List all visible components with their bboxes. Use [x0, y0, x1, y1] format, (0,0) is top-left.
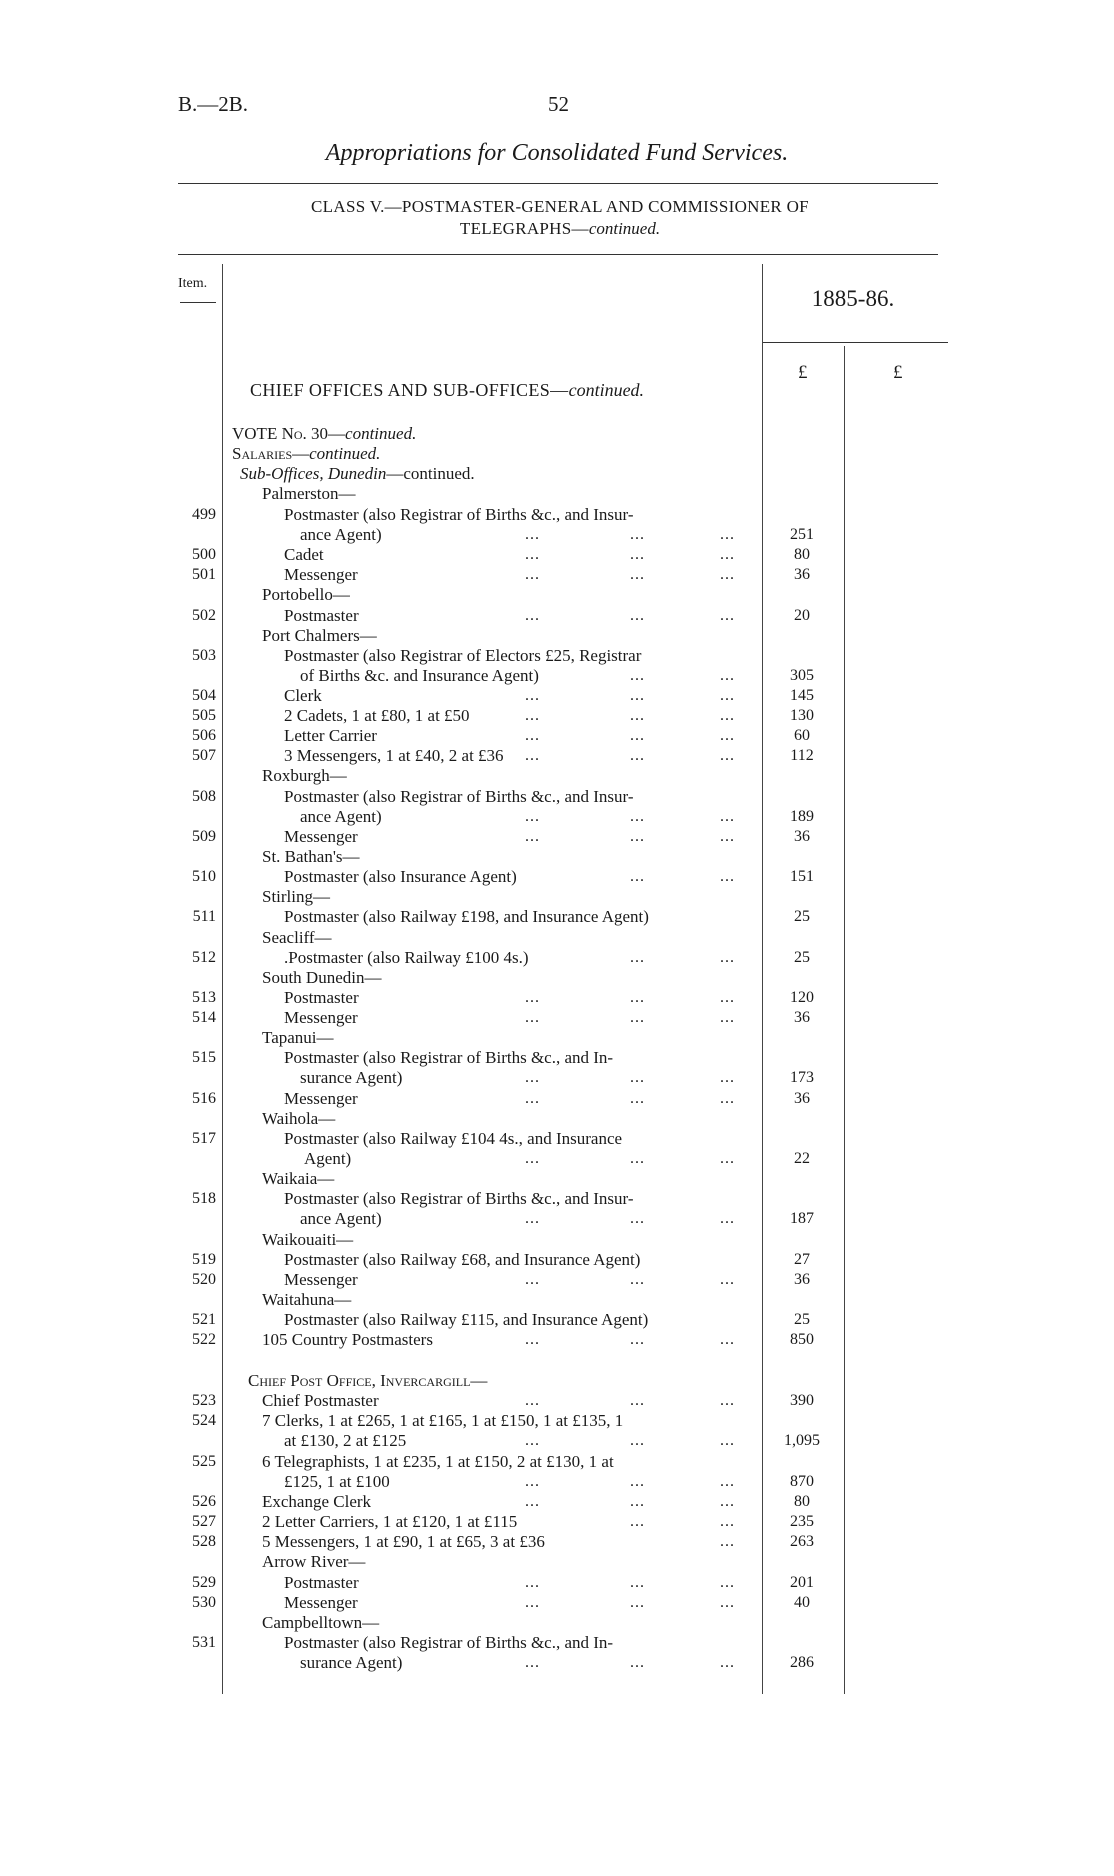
item-amount: 120 [790, 989, 814, 1006]
item-description: Postmaster (also Insurance Agent) [284, 867, 517, 886]
leader-dots: ... [720, 566, 735, 583]
leader-dots: ... [525, 1654, 540, 1671]
item-description: Postmaster (also Railway £68, and Insurance Agent) [284, 1250, 641, 1269]
item-amount: 390 [790, 1392, 814, 1409]
leader-dots: ... [630, 687, 645, 704]
item-amount: 20 [794, 607, 810, 624]
item-number: 531 [192, 1634, 216, 1651]
leader-dots: ... [720, 1513, 735, 1530]
item-amount: 1,095 [784, 1432, 820, 1449]
item-number: 523 [192, 1392, 216, 1409]
item-number: 509 [192, 828, 216, 845]
item-number: 517 [192, 1130, 216, 1147]
year-header-rule [762, 342, 948, 343]
leader-dots: ... [720, 1009, 735, 1026]
item-column-divider [222, 264, 223, 1694]
leader-dots: ... [720, 1392, 735, 1409]
item-description: ance Agent) [300, 807, 382, 826]
leader-dots: ... [525, 1331, 540, 1348]
item-number: 516 [192, 1090, 216, 1107]
item-number: 527 [192, 1513, 216, 1530]
item-number: 512 [192, 949, 216, 966]
leader-dots: ... [630, 1654, 645, 1671]
leader-dots: ... [630, 1009, 645, 1026]
header-rule [178, 183, 938, 184]
item-description: Campbelltown— [262, 1613, 380, 1632]
leader-dots: ... [630, 1432, 645, 1449]
class-heading-line2: TELEGRAPHS—continued. [459, 219, 661, 238]
leader-dots: ... [720, 727, 735, 744]
item-amount: 251 [790, 526, 814, 543]
leader-dots: ... [630, 1331, 645, 1348]
item-description: Postmaster (also Registrar of Births &c., and Insur- [284, 505, 634, 524]
item-description: Agent) [304, 1149, 352, 1168]
item-description: .Postmaster (also Railway £100 4s.) [284, 948, 529, 967]
item-column-header: Item. [178, 276, 208, 291]
item-description: Messenger [284, 827, 358, 846]
item-description: Postmaster (also Registrar of Births &c., and In- [284, 1633, 614, 1652]
item-amount: 25 [794, 949, 810, 966]
item-description: VOTE No. 30—continued. [232, 424, 417, 443]
item-description: Messenger [284, 1270, 358, 1289]
leader-dots: ... [630, 1473, 645, 1490]
item-amount: 36 [794, 1009, 810, 1026]
item-number: 530 [192, 1594, 216, 1611]
item-description: Salaries—continued. [232, 444, 381, 463]
leader-dots: ... [525, 828, 540, 845]
item-number: 522 [192, 1331, 216, 1348]
leader-dots: ... [720, 526, 735, 543]
item-number: 515 [192, 1049, 216, 1066]
item-description: Stirling— [262, 887, 331, 906]
leader-dots: ... [525, 607, 540, 624]
leader-dots: ... [720, 1210, 735, 1227]
leader-dots: ... [720, 607, 735, 624]
item-description: at £130, 2 at £125 [284, 1431, 407, 1450]
leader-dots: ... [630, 1210, 645, 1227]
leader-dots: ... [720, 828, 735, 845]
leader-dots: ... [720, 1069, 735, 1086]
item-description: Messenger [284, 1089, 358, 1108]
leader-dots: ... [720, 687, 735, 704]
leader-dots: ... [630, 828, 645, 845]
pound-symbol-column1: £ [798, 362, 808, 383]
item-description: Postmaster [284, 988, 359, 1007]
item-amount: 36 [794, 1271, 810, 1288]
item-description: 3 Messengers, 1 at £40, 2 at £36 [284, 746, 504, 765]
leader-dots: ... [720, 1432, 735, 1449]
item-description: Postmaster [284, 1573, 359, 1592]
item-description: 105 Country Postmasters [262, 1330, 433, 1349]
item-number: 520 [192, 1271, 216, 1288]
item-description: Postmaster (also Registrar of Births &c., and In- [284, 1048, 614, 1067]
item-description: Clerk [284, 686, 322, 705]
leader-dots: ... [525, 1150, 540, 1167]
item-amount: 189 [790, 808, 814, 825]
leader-dots: ... [525, 1493, 540, 1510]
item-description: St. Bathan's— [262, 847, 360, 866]
item-description: Postmaster (also Registrar of Births &c., and Insur- [284, 1189, 634, 1208]
leader-dots: ... [630, 808, 645, 825]
item-description: Postmaster (also Railway £115, and Insurance Agent) [284, 1310, 649, 1329]
leader-dots: ... [525, 1210, 540, 1227]
item-description: Messenger [284, 1593, 358, 1612]
item-amount: 286 [790, 1654, 814, 1671]
table-top-rule [178, 254, 938, 255]
item-description: Cadet [284, 545, 324, 564]
item-number: 511 [192, 908, 216, 925]
item-amount: 870 [790, 1473, 814, 1490]
leader-dots: ... [720, 747, 735, 764]
class-heading [200, 196, 920, 240]
leader-dots: ... [630, 727, 645, 744]
item-description: £125, 1 at £100 [284, 1472, 390, 1491]
item-amount: 36 [794, 1090, 810, 1107]
item-amount: 263 [790, 1533, 814, 1550]
leader-dots: ... [720, 949, 735, 966]
item-number: 508 [192, 788, 216, 805]
item-amount: 36 [794, 828, 810, 845]
item-description: Chief Post Office, Invercargill— [248, 1371, 488, 1390]
item-description: Exchange Clerk [262, 1492, 372, 1511]
leader-dots: ... [525, 526, 540, 543]
leader-dots: ... [720, 1090, 735, 1107]
item-description: Waihola— [262, 1109, 336, 1128]
document-reference: B.—2B. [178, 92, 249, 116]
page-title: Appropriations for Consolidated Fund Services. [325, 140, 789, 166]
item-number: 513 [192, 989, 216, 1006]
leader-dots: ... [630, 526, 645, 543]
item-description: Sub-Offices, Dunedin—continued. [240, 464, 475, 483]
item-description: Postmaster [284, 606, 359, 625]
item-number: 521 [192, 1311, 216, 1328]
item-amount: 80 [794, 546, 810, 563]
item-description: Tapanui— [262, 1028, 334, 1047]
item-description: South Dunedin— [262, 968, 382, 987]
item-number: 529 [192, 1574, 216, 1591]
item-description: of Births &c. and Insurance Agent) [300, 666, 539, 685]
class-heading-line1: CLASS V.—POSTMASTER-GENERAL AND COMMISSIONER OF [311, 197, 809, 216]
item-amount: 27 [794, 1251, 810, 1268]
leader-dots: ... [630, 607, 645, 624]
item-number: 518 [192, 1190, 216, 1207]
item-amount: 151 [790, 868, 814, 885]
leader-dots: ... [630, 989, 645, 1006]
item-description: Chief Postmaster [262, 1391, 379, 1410]
leader-dots: ... [525, 1271, 540, 1288]
item-number: 502 [192, 607, 216, 624]
item-description: 5 Messengers, 1 at £90, 1 at £65, 3 at £36 [262, 1532, 545, 1551]
item-description: Port Chalmers— [262, 626, 377, 645]
item-amount: 201 [790, 1574, 814, 1591]
leader-dots: ... [630, 868, 645, 885]
item-number: 514 [192, 1009, 216, 1026]
leader-dots: ... [525, 1069, 540, 1086]
item-number: 526 [192, 1493, 216, 1510]
item-description: surance Agent) [300, 1068, 403, 1087]
item-description: Messenger [284, 1008, 358, 1027]
leader-dots: ... [630, 667, 645, 684]
item-description: Postmaster (also Registrar of Electors £25, Registrar [284, 646, 642, 665]
item-description: Waikaia— [262, 1169, 335, 1188]
leader-dots: ... [525, 808, 540, 825]
item-amount: 25 [794, 1311, 810, 1328]
item-number: 519 [192, 1251, 216, 1268]
item-number: 501 [192, 566, 216, 583]
item-number: 504 [192, 687, 216, 704]
item-description: 6 Telegraphists, 1 at £235, 1 at £150, 2 at £130, 1 at [262, 1452, 614, 1471]
leader-dots: ... [720, 546, 735, 563]
item-description: Postmaster (also Railway £104 4s., and Insurance [284, 1129, 623, 1148]
item-number: 500 [192, 546, 216, 563]
leader-dots: ... [630, 1493, 645, 1510]
page-number: 52 [548, 92, 569, 116]
leader-dots: ... [720, 808, 735, 825]
leader-dots: ... [525, 1432, 540, 1449]
leader-dots: ... [720, 1473, 735, 1490]
leader-dots: ... [525, 1594, 540, 1611]
item-header-rule [180, 302, 216, 303]
item-amount: 850 [790, 1331, 814, 1348]
leader-dots: ... [720, 667, 735, 684]
leader-dots: ... [525, 1009, 540, 1026]
item-description: Arrow River— [262, 1552, 366, 1571]
item-description: Waikouaiti— [262, 1230, 354, 1249]
leader-dots: ... [630, 1392, 645, 1409]
item-amount: 22 [794, 1150, 810, 1167]
item-amount: 40 [794, 1594, 810, 1611]
leader-dots: ... [525, 707, 540, 724]
leader-dots: ... [720, 1331, 735, 1348]
leader-dots: ... [630, 1271, 645, 1288]
leader-dots: ... [630, 747, 645, 764]
item-number: 499 [192, 506, 216, 523]
item-description: 2 Cadets, 1 at £80, 1 at £50 [284, 706, 470, 725]
item-amount: 187 [790, 1210, 814, 1227]
item-description: Letter Carrier [284, 726, 377, 745]
leader-dots: ... [630, 1069, 645, 1086]
leader-dots: ... [720, 1533, 735, 1550]
leader-dots: ... [720, 707, 735, 724]
item-number: 525 [192, 1453, 216, 1470]
year-column-header: 1885-86. [811, 286, 895, 311]
leader-dots: ... [525, 1392, 540, 1409]
leader-dots: ... [630, 1090, 645, 1107]
leader-dots: ... [525, 1090, 540, 1107]
item-description: Palmerston— [262, 484, 356, 503]
leader-dots: ... [720, 1150, 735, 1167]
leader-dots: ... [525, 1473, 540, 1490]
item-amount: 305 [790, 667, 814, 684]
leader-dots: ... [630, 1594, 645, 1611]
leader-dots: ... [630, 566, 645, 583]
item-amount: 173 [790, 1069, 814, 1086]
item-amount: 80 [794, 1493, 810, 1510]
leader-dots: ... [630, 1150, 645, 1167]
item-amount: 25 [794, 908, 810, 925]
item-amount: 112 [790, 747, 814, 764]
item-description: Roxburgh— [262, 766, 347, 785]
leader-dots: ... [525, 566, 540, 583]
item-amount: 130 [790, 707, 814, 724]
item-description: ance Agent) [300, 1209, 382, 1228]
leader-dots: ... [630, 707, 645, 724]
leader-dots: ... [525, 747, 540, 764]
item-amount: 145 [790, 687, 814, 704]
item-description: Postmaster (also Railway £198, and Insurance Agent) [284, 907, 649, 926]
item-description: 7 Clerks, 1 at £265, 1 at £165, 1 at £150, 1 at £135, 1 [262, 1411, 624, 1430]
item-number: 507 [192, 747, 216, 764]
leader-dots: ... [525, 1574, 540, 1591]
item-number: 503 [192, 647, 216, 664]
leader-dots: ... [720, 1594, 735, 1611]
leader-dots: ... [525, 727, 540, 744]
item-number: 506 [192, 727, 216, 744]
section-heading: CHIEF OFFICES AND SUB-OFFICES—continued. [250, 380, 645, 400]
item-description: Postmaster (also Registrar of Births &c., and Insur- [284, 787, 634, 806]
leader-dots: ... [525, 989, 540, 1006]
item-description: Waitahuna— [262, 1290, 352, 1309]
leader-dots: ... [525, 687, 540, 704]
leader-dots: ... [720, 868, 735, 885]
leader-dots: ... [630, 949, 645, 966]
item-description: surance Agent) [300, 1653, 403, 1672]
item-number: 510 [192, 868, 216, 885]
amount-column-divider [762, 264, 763, 1694]
item-description: Seacliff— [262, 928, 332, 947]
item-description: 2 Letter Carriers, 1 at £120, 1 at £115 [262, 1512, 518, 1531]
item-description: Portobello— [262, 585, 350, 604]
leader-dots: ... [525, 546, 540, 563]
item-number: 505 [192, 707, 216, 724]
item-amount: 60 [794, 727, 810, 744]
leader-dots: ... [720, 1654, 735, 1671]
item-number: 528 [192, 1533, 216, 1550]
leader-dots: ... [630, 546, 645, 563]
item-amount: 36 [794, 566, 810, 583]
leader-dots: ... [720, 1271, 735, 1288]
leader-dots: ... [720, 1493, 735, 1510]
pound-symbol-column2: £ [893, 362, 903, 383]
total-column-divider [844, 346, 845, 1694]
leader-dots: ... [630, 1513, 645, 1530]
leader-dots: ... [720, 989, 735, 1006]
item-description: ance Agent) [300, 525, 382, 544]
leader-dots: ... [720, 1574, 735, 1591]
item-amount: 235 [790, 1513, 814, 1530]
item-description: Messenger [284, 565, 358, 584]
item-number: 524 [192, 1412, 216, 1429]
leader-dots: ... [630, 1574, 645, 1591]
